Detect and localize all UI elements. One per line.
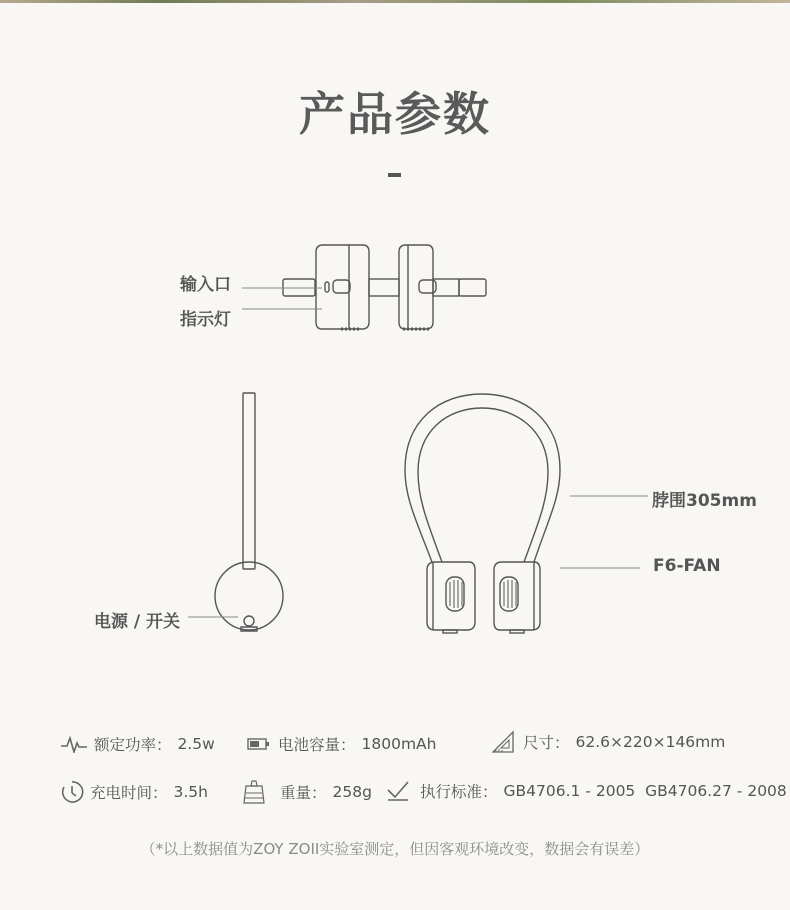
neck-size-label: 脖围305mm bbox=[652, 491, 757, 511]
side-view-drawing bbox=[215, 393, 283, 631]
ruler-triangle-icon bbox=[491, 730, 517, 754]
spec-power bbox=[60, 733, 215, 755]
spec-size bbox=[491, 730, 725, 754]
weight-icon bbox=[242, 779, 266, 805]
spec-charge-time-key: 充电时间： bbox=[90, 784, 168, 802]
power-switch-label: 电源 / 开关 bbox=[94, 612, 181, 632]
spec-standard-key: 执行标准： bbox=[420, 783, 498, 801]
spec-standard-value: GB4706.1 - 2005 GB4706.27 - 2008 bbox=[503, 782, 787, 800]
page-title: 产品参数 bbox=[299, 87, 491, 141]
input-port-label: 输入口 bbox=[180, 275, 231, 295]
spec-battery bbox=[246, 733, 437, 755]
spec-weight bbox=[242, 779, 372, 805]
front-view-drawing bbox=[405, 394, 560, 633]
footnote: （*以上数据值为ZOY ZOII实验室测定，但因客观环境改变，数据会有误差） bbox=[140, 840, 650, 858]
indicator-label: 指示灯 bbox=[180, 310, 231, 330]
spec-charge-time bbox=[60, 780, 208, 804]
spec-battery-key: 电池容量： bbox=[278, 736, 356, 754]
timer-icon bbox=[60, 780, 84, 804]
waveform-icon bbox=[60, 735, 88, 753]
model-label: F6-FAN bbox=[653, 556, 721, 576]
spec-weight-value: 258g bbox=[332, 783, 372, 801]
spec-power-key: 额定功率： bbox=[94, 736, 172, 754]
spec-charge-time-value: 3.5h bbox=[173, 783, 208, 801]
spec-size-value: 62.6×220×146mm bbox=[575, 733, 726, 751]
check-icon bbox=[386, 780, 410, 802]
spec-size-key: 尺寸： bbox=[523, 734, 570, 752]
spec-standard bbox=[386, 780, 787, 802]
top-view-drawing bbox=[283, 245, 486, 329]
spec-battery-value: 1800mAh bbox=[361, 735, 437, 753]
battery-icon bbox=[246, 735, 272, 753]
spec-weight-key: 重量： bbox=[280, 784, 327, 802]
spec-power-value: 2.5w bbox=[177, 735, 215, 753]
